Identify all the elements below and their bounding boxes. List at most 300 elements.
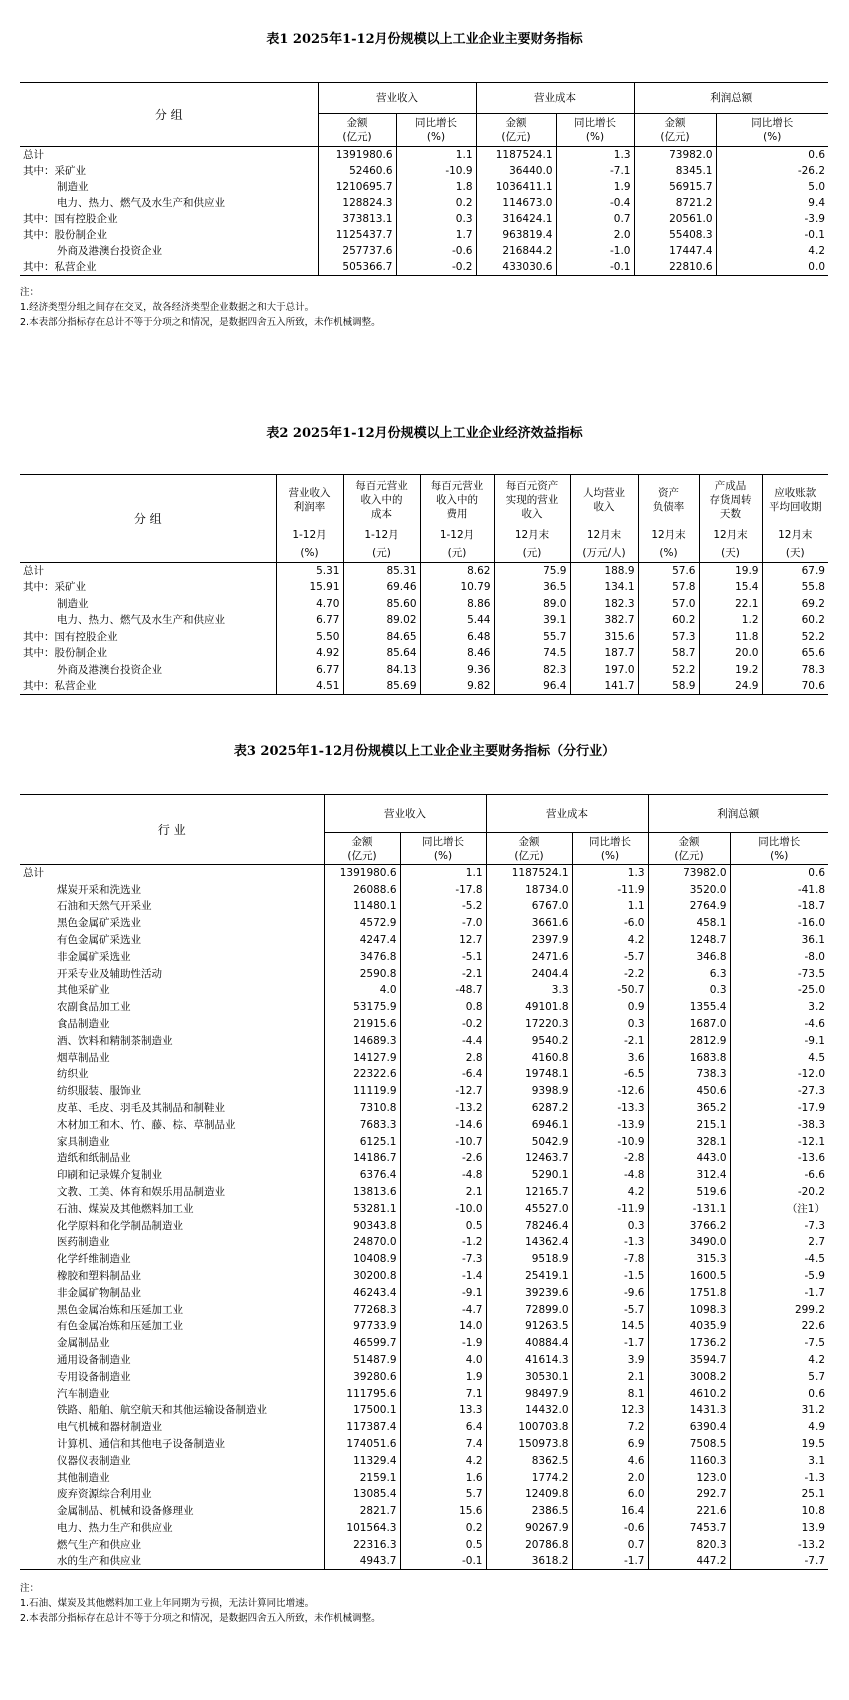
row-value: -1.9: [400, 1335, 486, 1352]
row-value: 150973.8: [486, 1436, 572, 1453]
row-value: 57.3: [638, 629, 699, 646]
row-value: 58.9: [638, 678, 699, 695]
table2-unit: (天): [699, 545, 762, 563]
row-value: 1774.2: [486, 1469, 572, 1486]
note-line: 2.本表部分指标存在总计不等于分项之和情况，是数据四舍五入所致，未作机械调整。: [20, 1613, 381, 1624]
row-value: 1.6: [400, 1469, 486, 1486]
row-value: 55.8: [762, 579, 828, 596]
row-label: 木材加工和木、竹、藤、棕、草制品业: [57, 1118, 236, 1131]
row-value: 30200.8: [324, 1268, 400, 1285]
table1-row: [20, 259, 828, 276]
table2-unit: (%): [276, 545, 343, 563]
row-value: 13085.4: [324, 1486, 400, 1503]
row-label: 计算机、通信和其他电子设备制造业: [57, 1437, 225, 1450]
row-value: 8345.1: [634, 163, 716, 179]
row-value: 19.5: [730, 1436, 828, 1453]
row-value: 1751.8: [648, 1284, 730, 1301]
row-value: 39.1: [494, 612, 570, 629]
table3-row: [20, 1352, 828, 1369]
row-value: 19.9: [699, 563, 762, 580]
row-value: 315.3: [648, 1251, 730, 1268]
row-value: 216844.2: [476, 243, 556, 259]
row-value: 1431.3: [648, 1402, 730, 1419]
row-value: 4.0: [324, 982, 400, 999]
row-value: 20.0: [699, 645, 762, 662]
row-value: 96.4: [494, 678, 570, 695]
row-value: -4.6: [730, 1016, 828, 1033]
col-header-line: 收入: [593, 500, 615, 513]
table1-subheader: [716, 114, 828, 147]
row-label: 金属制品、机械和设备修理业: [57, 1505, 194, 1518]
row-value: 0.3: [572, 1217, 648, 1234]
table3-header-cost: 营业成本: [486, 795, 648, 833]
row-value: 4035.9: [648, 1318, 730, 1335]
row-value: （注1）: [730, 1200, 828, 1217]
row-value: 6390.4: [648, 1419, 730, 1436]
row-value: 3766.2: [648, 1217, 730, 1234]
row-value: -0.6: [572, 1520, 648, 1537]
subheader-line: 同比增长: [751, 117, 794, 129]
row-value: 2812.9: [648, 1032, 730, 1049]
row-value: 4572.9: [324, 915, 400, 932]
row-label: 其中：采矿业: [23, 165, 86, 177]
row-value: 19.2: [699, 662, 762, 679]
subheader-line: 同比增长: [574, 117, 616, 129]
row-value: 55408.3: [634, 227, 716, 243]
row-value: -26.2: [716, 163, 828, 179]
table1-row: [20, 163, 828, 179]
row-label: 其中：股份制企业: [23, 229, 107, 241]
row-value: 1210695.7: [318, 179, 396, 195]
subheader-line: 同比增长: [758, 835, 801, 848]
row-value: -1.2: [400, 1234, 486, 1251]
row-value: -50.7: [572, 982, 648, 999]
col-header-line: 收入中的: [436, 493, 478, 506]
row-value: 46599.7: [324, 1335, 400, 1352]
row-value: -7.3: [400, 1251, 486, 1268]
subheader-line: 金额: [505, 117, 527, 129]
row-value: 24870.0: [324, 1234, 400, 1251]
row-value: 84.65: [343, 629, 420, 646]
row-value: 51487.9: [324, 1352, 400, 1369]
row-label: 文教、工美、体育和娱乐用品制造业: [57, 1186, 225, 1199]
row-value: 56915.7: [634, 179, 716, 195]
row-value: 182.3: [570, 596, 638, 613]
table3-row: [20, 965, 828, 982]
row-value: 2397.9: [486, 932, 572, 949]
row-value: 41614.3: [486, 1352, 572, 1369]
row-value: 70.6: [762, 678, 828, 695]
row-value: 10.79: [420, 579, 494, 596]
row-value: 1098.3: [648, 1301, 730, 1318]
row-value: -0.1: [556, 259, 634, 276]
row-value: -4.5: [730, 1251, 828, 1268]
row-value: 40884.4: [486, 1335, 572, 1352]
table3-row: [20, 1133, 828, 1150]
row-value: -1.0: [556, 243, 634, 259]
row-value: 46243.4: [324, 1284, 400, 1301]
row-value: -1.7: [572, 1553, 648, 1570]
row-value: 9.82: [420, 678, 494, 695]
row-value: -9.1: [400, 1284, 486, 1301]
row-value: -1.5: [572, 1268, 648, 1285]
row-value: -10.7: [400, 1133, 486, 1150]
row-value: 7310.8: [324, 1100, 400, 1117]
row-value: 3.2: [730, 999, 828, 1016]
col-header-line: 收入中的: [360, 493, 403, 506]
row-value: 85.31: [343, 563, 420, 580]
row-value: 85.69: [343, 678, 420, 695]
row-label: 其他制造业: [57, 1471, 110, 1484]
col-header-line: 每百元资产: [505, 479, 559, 492]
table2-row: [20, 612, 828, 629]
row-value: 0.9: [572, 999, 648, 1016]
row-label: 外商及港澳台投资企业: [57, 245, 162, 257]
row-label: 石油、煤炭及其他燃料加工业: [57, 1202, 194, 1215]
row-value: -0.2: [396, 259, 476, 276]
row-label: 电力、热力、燃气及水生产和供应业: [57, 614, 225, 627]
row-value: -1.3: [572, 1234, 648, 1251]
row-label: 其他采矿业: [57, 984, 110, 997]
table3-row: [20, 1083, 828, 1100]
col-header-line: 实现的营业: [505, 493, 559, 506]
row-value: 2.1: [400, 1184, 486, 1201]
table2-row: [20, 645, 828, 662]
row-label: 铁路、船舶、航空航天和其他运输设备制造业: [57, 1404, 267, 1417]
table2-period: 12月末: [570, 525, 638, 545]
row-value: 101564.3: [324, 1520, 400, 1537]
row-value: 2386.5: [486, 1503, 572, 1520]
row-value: 315.6: [570, 629, 638, 646]
row-value: 0.3: [572, 1016, 648, 1033]
row-label: 印刷和记录媒介复制业: [57, 1169, 162, 1182]
row-value: 52.2: [762, 629, 828, 646]
subheader-line: (%): [600, 849, 620, 862]
row-value: 1600.5: [648, 1268, 730, 1285]
table3-row: [20, 982, 828, 999]
row-value: 5.31: [276, 563, 343, 580]
table1-subheader: [396, 114, 476, 147]
row-label: 制造业: [57, 597, 89, 610]
row-value: 14432.0: [486, 1402, 572, 1419]
row-label: 农副食品加工业: [57, 1001, 131, 1014]
table2-col-header: [343, 475, 420, 525]
table3-row: [20, 1301, 828, 1318]
row-value: -1.7: [572, 1335, 648, 1352]
table2-period: 1-12月: [276, 525, 343, 545]
row-value: 1.8: [396, 179, 476, 195]
row-value: -2.1: [400, 965, 486, 982]
row-value: 5.44: [420, 612, 494, 629]
col-header-line: 资产: [658, 486, 679, 499]
row-value: 963819.4: [476, 227, 556, 243]
row-value: 7508.5: [648, 1436, 730, 1453]
row-value: 15.6: [400, 1503, 486, 1520]
row-value: 11480.1: [324, 898, 400, 915]
row-value: 1391980.6: [324, 865, 400, 882]
row-value: -4.4: [400, 1032, 486, 1049]
row-value: 114673.0: [476, 195, 556, 211]
row-value: 6.0: [572, 1486, 648, 1503]
subheader-line: (%): [433, 849, 453, 862]
subheader-line: 同比增长: [415, 117, 457, 129]
row-value: 0.7: [572, 1536, 648, 1553]
row-value: 4.9: [730, 1419, 828, 1436]
row-value: 21915.6: [324, 1016, 400, 1033]
row-value: 1391980.6: [318, 147, 396, 164]
row-value: -11.9: [572, 1200, 648, 1217]
table2-row: [20, 662, 828, 679]
table3-row: [20, 1486, 828, 1503]
row-value: -7.0: [400, 915, 486, 932]
table3-row: [20, 915, 828, 932]
row-value: 4.2: [730, 1352, 828, 1369]
row-value: 57.0: [638, 596, 699, 613]
table2-title: 表2 2025年1-12月份规模以上工业企业经济效益指标: [266, 426, 583, 441]
col-header-line: 每百元营业: [355, 479, 408, 492]
row-value: 123.0: [648, 1469, 730, 1486]
row-value: 1.3: [572, 865, 648, 882]
row-value: 141.7: [570, 678, 638, 695]
row-value: 4.5: [730, 1049, 828, 1066]
row-label: 其中：私营企业: [20, 259, 318, 276]
row-value: 7453.7: [648, 1520, 730, 1537]
row-value: 9.36: [420, 662, 494, 679]
table2-row: [20, 579, 828, 596]
row-value: -10.9: [396, 163, 476, 179]
row-value: -4.8: [572, 1167, 648, 1184]
row-value: -0.4: [556, 195, 634, 211]
row-value: 89.02: [343, 612, 420, 629]
row-value: 6.48: [420, 629, 494, 646]
row-value: -5.7: [572, 1301, 648, 1318]
row-label: 纺织服装、服饰业: [57, 1085, 141, 1098]
row-value: 98497.9: [486, 1385, 572, 1402]
row-label: 烟草制品业: [57, 1051, 110, 1064]
row-value: -3.9: [716, 211, 828, 227]
note-line: 注：: [20, 287, 40, 298]
row-value: 4.0: [400, 1352, 486, 1369]
row-value: -13.6: [730, 1150, 828, 1167]
row-value: -7.3: [730, 1217, 828, 1234]
row-value: 53175.9: [324, 999, 400, 1016]
row-value: 299.2: [730, 1301, 828, 1318]
row-value: 2590.8: [324, 965, 400, 982]
row-value: -8.0: [730, 948, 828, 965]
row-value: 1.7: [396, 227, 476, 243]
row-value: -131.1: [648, 1200, 730, 1217]
row-value: 2159.1: [324, 1469, 400, 1486]
row-value: 3520.0: [648, 881, 730, 898]
row-label: 电气机械和器材制造业: [57, 1421, 162, 1434]
row-value: 60.2: [762, 612, 828, 629]
row-value: 3.6: [572, 1049, 648, 1066]
row-value: -0.1: [716, 227, 828, 243]
row-value: 1187524.1: [476, 147, 556, 164]
row-value: 8362.5: [486, 1452, 572, 1469]
row-value: 1.1: [400, 865, 486, 882]
row-value: 8721.2: [634, 195, 716, 211]
row-value: 57.8: [638, 579, 699, 596]
table3-row: [20, 1318, 828, 1335]
row-value: 14.5: [572, 1318, 648, 1335]
row-value: 4.2: [400, 1452, 486, 1469]
row-value: 6287.2: [486, 1100, 572, 1117]
row-label: 有色金属矿采选业: [57, 934, 141, 947]
row-value: 2.0: [572, 1469, 648, 1486]
table1-header-profit: 利润总额: [634, 83, 828, 114]
row-label: 酒、饮料和精制茶制造业: [57, 1034, 173, 1047]
table2-unit: (万元/人): [570, 545, 638, 563]
row-value: 19748.1: [486, 1066, 572, 1083]
row-value: -10.0: [400, 1200, 486, 1217]
table3-header-revenue: 营业收入: [324, 795, 486, 833]
table3-row: [20, 1116, 828, 1133]
row-value: 84.13: [343, 662, 420, 679]
row-value: 4.2: [572, 1184, 648, 1201]
row-value: -6.4: [400, 1066, 486, 1083]
row-value: 4247.4: [324, 932, 400, 949]
table2-col-header: [762, 475, 828, 525]
col-header-line: 成本: [371, 507, 392, 520]
row-value: -38.3: [730, 1116, 828, 1133]
row-label: 医药制造业: [57, 1236, 110, 1249]
row-value: 2821.7: [324, 1503, 400, 1520]
row-value: -5.7: [572, 948, 648, 965]
row-value: 12.3: [572, 1402, 648, 1419]
row-value: 3476.8: [324, 948, 400, 965]
table3-row: [20, 999, 828, 1016]
row-value: -13.9: [572, 1116, 648, 1133]
row-value: 10.8: [730, 1503, 828, 1520]
row-label: 皮革、毛皮、羽毛及其制品和制鞋业: [57, 1102, 225, 1115]
row-value: -13.2: [400, 1100, 486, 1117]
row-value: -6.5: [572, 1066, 648, 1083]
row-value: 22810.6: [634, 259, 716, 276]
row-value: 6.9: [572, 1436, 648, 1453]
row-value: 6.77: [276, 612, 343, 629]
row-value: 9540.2: [486, 1032, 572, 1049]
row-value: 187.7: [570, 645, 638, 662]
row-value: 5.7: [730, 1368, 828, 1385]
row-value: -12.1: [730, 1133, 828, 1150]
row-value: -10.9: [572, 1133, 648, 1150]
subheader-line: 同比增长: [422, 835, 464, 848]
table1-subheader: [634, 114, 716, 147]
row-value: 72899.0: [486, 1301, 572, 1318]
row-value: 97733.9: [324, 1318, 400, 1335]
row-value: 3.3: [486, 982, 572, 999]
table2-period: 1-12月: [420, 525, 494, 545]
row-label: 总计: [23, 149, 44, 161]
col-header-line: 负债率: [652, 500, 685, 513]
row-value: -6.0: [572, 915, 648, 932]
row-value: 12.7: [400, 932, 486, 949]
row-value: 4160.8: [486, 1049, 572, 1066]
row-value: 60.2: [638, 612, 699, 629]
row-value: 382.7: [570, 612, 638, 629]
row-value: 52460.6: [318, 163, 396, 179]
row-value: 17500.1: [324, 1402, 400, 1419]
row-value: 2.8: [400, 1049, 486, 1066]
row-label: 非金属矿采选业: [57, 950, 131, 963]
row-value: 25.1: [730, 1486, 828, 1503]
row-label: 电力、热力生产和供应业: [57, 1521, 173, 1534]
row-value: 3.9: [572, 1352, 648, 1369]
table2-col-header: [570, 475, 638, 525]
row-value: 1036411.1: [476, 179, 556, 195]
row-value: 58.7: [638, 645, 699, 662]
row-value: 36.5: [494, 579, 570, 596]
table2-unit: (元): [494, 545, 570, 563]
row-value: -2.1: [572, 1032, 648, 1049]
col-header-line: 应收账款: [774, 486, 817, 499]
table2-col-header: [494, 475, 570, 525]
row-value: 7.2: [572, 1419, 648, 1436]
table3-row: [20, 1536, 828, 1553]
row-label: 金属制品业: [57, 1337, 110, 1350]
row-value: 292.7: [648, 1486, 730, 1503]
table3-row: [20, 1419, 828, 1436]
row-value: 1.9: [556, 179, 634, 195]
table2-group-header: 分 组: [20, 475, 276, 563]
row-value: 3490.0: [648, 1234, 730, 1251]
table1-row: [20, 195, 828, 211]
table3-row: [20, 1268, 828, 1285]
row-value: 52.2: [638, 662, 699, 679]
row-value: 14362.4: [486, 1234, 572, 1251]
row-value: 73982.0: [634, 147, 716, 164]
row-value: -9.1: [730, 1032, 828, 1049]
row-value: 8.1: [572, 1385, 648, 1402]
row-value: 6.77: [276, 662, 343, 679]
row-value: 7.4: [400, 1436, 486, 1453]
table1-header-cost: 营业成本: [476, 83, 634, 114]
row-label: 石油和天然气开采业: [57, 900, 152, 913]
subheader-line: 金额: [678, 835, 700, 848]
row-value: 6767.0: [486, 898, 572, 915]
col-header-line: 费用: [446, 507, 468, 520]
row-value: 2471.6: [486, 948, 572, 965]
row-label: 其中：私营企业: [20, 678, 276, 695]
row-value: 14127.9: [324, 1049, 400, 1066]
table3-row: [20, 1368, 828, 1385]
row-value: 3618.2: [486, 1553, 572, 1570]
row-value: -1.4: [400, 1268, 486, 1285]
table3-row: [20, 1016, 828, 1033]
table2-col-header: [420, 475, 494, 525]
row-value: -17.9: [730, 1100, 828, 1117]
row-value: 128824.3: [318, 195, 396, 211]
col-header-line: 产成品: [714, 479, 747, 492]
row-value: 16.4: [572, 1503, 648, 1520]
table3-row: [20, 1335, 828, 1352]
row-label: 水的生产和供应业: [20, 1553, 324, 1570]
row-value: 221.6: [648, 1503, 730, 1520]
row-value: 0.6: [730, 1385, 828, 1402]
row-value: -27.3: [730, 1083, 828, 1100]
row-value: 82.3: [494, 662, 570, 679]
row-label: 纺织业: [57, 1068, 89, 1081]
table3-row: [20, 948, 828, 965]
row-value: 2.7: [730, 1234, 828, 1251]
row-value: 6.4: [400, 1419, 486, 1436]
table1-subheader: [476, 114, 556, 147]
row-value: 1683.8: [648, 1049, 730, 1066]
row-value: -12.6: [572, 1083, 648, 1100]
row-value: -0.1: [400, 1553, 486, 1570]
row-value: 1187524.1: [486, 865, 572, 882]
